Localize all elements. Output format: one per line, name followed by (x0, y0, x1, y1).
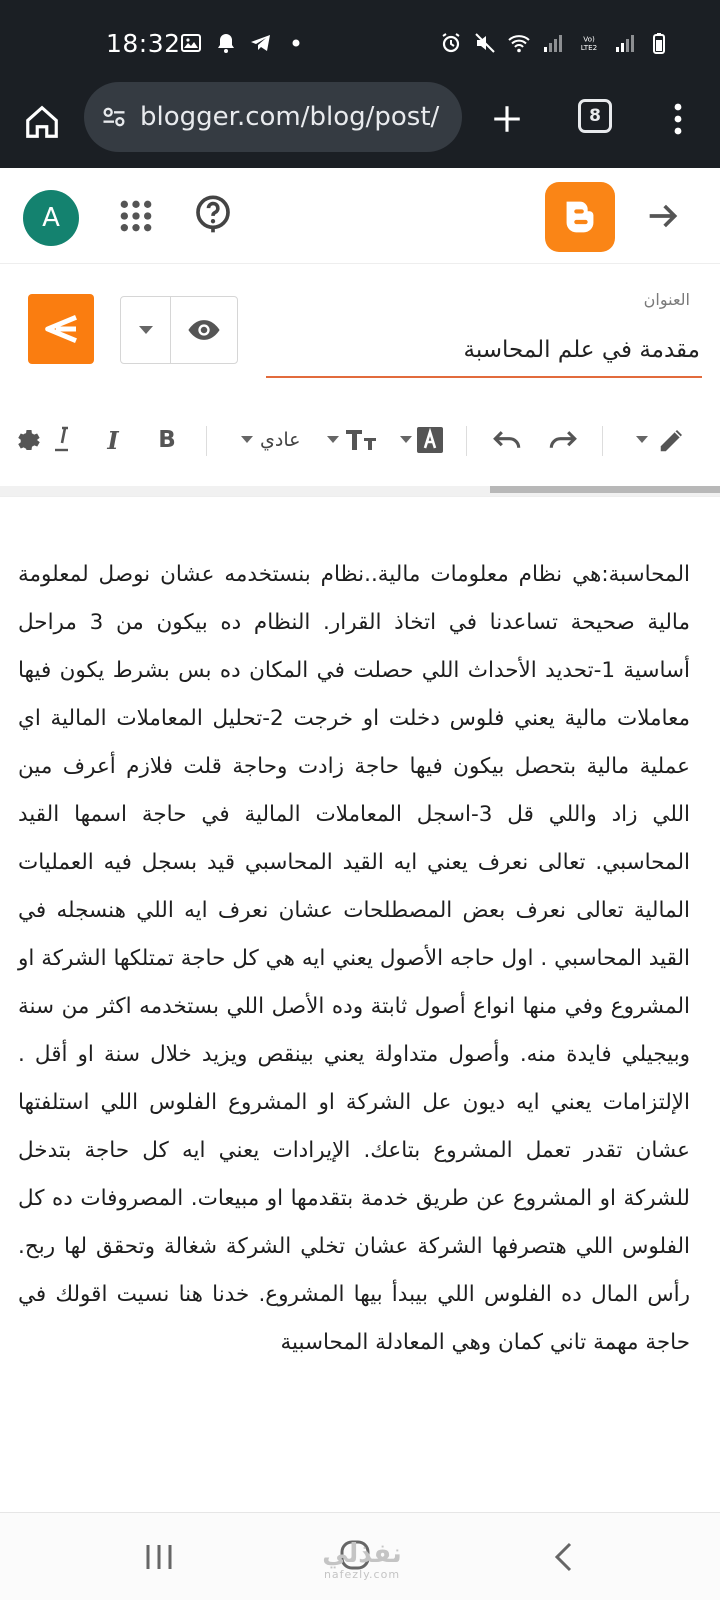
avatar[interactable]: A (23, 190, 79, 246)
watermark-arabic: نفذلي (322, 1539, 402, 1569)
toolbar-divider (466, 426, 467, 456)
redo-button[interactable] (544, 420, 582, 460)
recents-button[interactable] (144, 1543, 174, 1575)
undo-icon (491, 427, 523, 453)
blogger-logo-icon[interactable] (545, 182, 615, 252)
help-icon[interactable] (193, 194, 233, 234)
signal-1-icon (540, 30, 566, 56)
caret-down-icon (635, 435, 649, 445)
battery-icon (646, 30, 672, 56)
pencil-icon (657, 425, 687, 455)
tab-switcher-button[interactable]: 8 (578, 99, 612, 133)
mute-icon (472, 30, 498, 56)
alarm-icon (438, 30, 464, 56)
italic-button[interactable] (98, 420, 128, 460)
font-size-dropdown[interactable] (326, 420, 378, 460)
wifi-icon (506, 30, 532, 56)
toolbar-divider (206, 426, 207, 456)
address-bar[interactable] (84, 82, 462, 152)
home-icon (23, 103, 61, 141)
bell-notification-icon (213, 30, 239, 56)
browser-menu-button[interactable] (660, 96, 696, 142)
caret-down-icon (399, 435, 413, 445)
plus-icon (490, 102, 524, 136)
telegram-notification-icon (248, 30, 274, 56)
publish-button[interactable] (28, 294, 94, 364)
bold-label: B (158, 427, 176, 453)
caret-down-icon (326, 435, 340, 445)
volte-icon (574, 30, 604, 56)
gear-icon (14, 425, 44, 455)
underline-icon (52, 425, 74, 455)
edit-mode-dropdown[interactable] (630, 420, 692, 460)
svg-text:LTE2: LTE2 (580, 43, 598, 53)
send-icon (41, 309, 81, 349)
preview-dropdown-button[interactable] (121, 297, 171, 363)
preview-button[interactable] (171, 297, 237, 363)
watermark (302, 1540, 422, 1581)
recents-icon (144, 1543, 174, 1571)
more-vert-icon (673, 102, 683, 136)
back-chevron-icon (552, 1541, 574, 1573)
text-color-icon (416, 426, 444, 454)
preview-button-group (120, 296, 238, 364)
toolbar-divider (602, 426, 603, 456)
url-text: blogger.com/blog/post/ (140, 102, 440, 132)
undo-button[interactable] (488, 420, 526, 460)
redo-icon (547, 427, 579, 453)
site-settings-icon[interactable] (98, 101, 130, 133)
new-tab-button[interactable] (484, 96, 530, 142)
apps-grid-icon[interactable] (116, 196, 156, 236)
signal-2-icon (612, 30, 638, 56)
settings-button[interactable] (12, 420, 46, 460)
editor-toolbar (0, 416, 720, 472)
browser-toolbar (0, 86, 720, 168)
toolbar-scrollbar-thumb[interactable] (490, 486, 720, 493)
chevron-down-icon (137, 324, 155, 336)
text-size-icon (344, 426, 378, 454)
status-bar (0, 0, 720, 86)
svg-text:Vo): Vo) (583, 34, 595, 44)
post-title-input[interactable] (266, 330, 702, 378)
text-color-dropdown[interactable] (398, 420, 444, 460)
browser-home-button[interactable] (18, 98, 66, 146)
status-time: 18:32 (106, 29, 181, 58)
forward-arrow-icon[interactable] (643, 196, 683, 236)
blogger-header (0, 168, 720, 264)
back-button[interactable] (552, 1541, 574, 1577)
toolbar-scrollbar[interactable] (0, 486, 720, 496)
eye-icon (187, 313, 221, 347)
paragraph-format-dropdown[interactable] (240, 422, 300, 458)
watermark-latin: nafezly.com (323, 1568, 401, 1581)
bold-button[interactable] (152, 420, 182, 460)
post-body-text[interactable]: المحاسبة:هي نظام معلومات مالية..نظام بنستخدمه عشان نوصل لمعلومة مالية صحيحة تساعدنا في اتخاذ القرار. النظام ده بيكون من 3 مراحل أساسية 1-تحديد الأحداث اللي حصلت في المكان ده بس بشرط يكون فيها معاملات مالية يعني فلوس دخلت او خرجت 2-تحليل المعاملات المالية اي عملية مالية بتحصل بيكون فيها حاجة زادت وحاجة قلت فلازم أعرف مين اللي زاد واللي قل 3-اسجل المعاملات المالية في حاجة اسمها القيد المحاسبي. تعالى نعرف يعني ايه القيد المحاسبي قيد بسجل فيه العمليات المالية تعالى نعرف بعض المصطلحات عشان نعرف ايه اللي هنسجله في القيد المحاسبي . اول حاجه الأصول يعني ايه هي كل حاجة تمتلكها الشركة او المشروع وفي منها انواع أصول ثابتة وده الأصل اللي بستخدمه اكثر من سنة وبيجيلي فايدة منه. وأصول متداولة يعني بينقص ويزيد خلال سنة او أقل . الإلتزامات يعني ايه ديون عل الشركة او المشروع الفلوس اللي استلفتها عشان تقدر تعمل المشروع بتاعك. الإيرادات يعني ايه كل حاجة بتدخل للشركة او المشروع عن طريق خدمة بتقدمها او مبيعات. المصروفات ده كل الفلوس اللي هتصرفها الشركة عشان تخلي الشركة شغالة وتحقق لها ربح. رأس المال ده الفلوس اللي بيبدأ بيها المشروع. خدنا هنا نسيت اقولك في حاجة مهمة تاني كمان وهي المعادلة المحاسبية (18, 562, 690, 1355)
underline-button[interactable] (50, 420, 76, 460)
title-label: العنوان (643, 290, 690, 309)
post-editor[interactable] (0, 496, 720, 1512)
caret-down-icon (240, 435, 254, 445)
italic-label: I (107, 425, 119, 455)
more-notifications-dot-icon (283, 30, 309, 56)
paragraph-format-label: عادي (260, 429, 301, 451)
gallery-notification-icon (178, 30, 204, 56)
